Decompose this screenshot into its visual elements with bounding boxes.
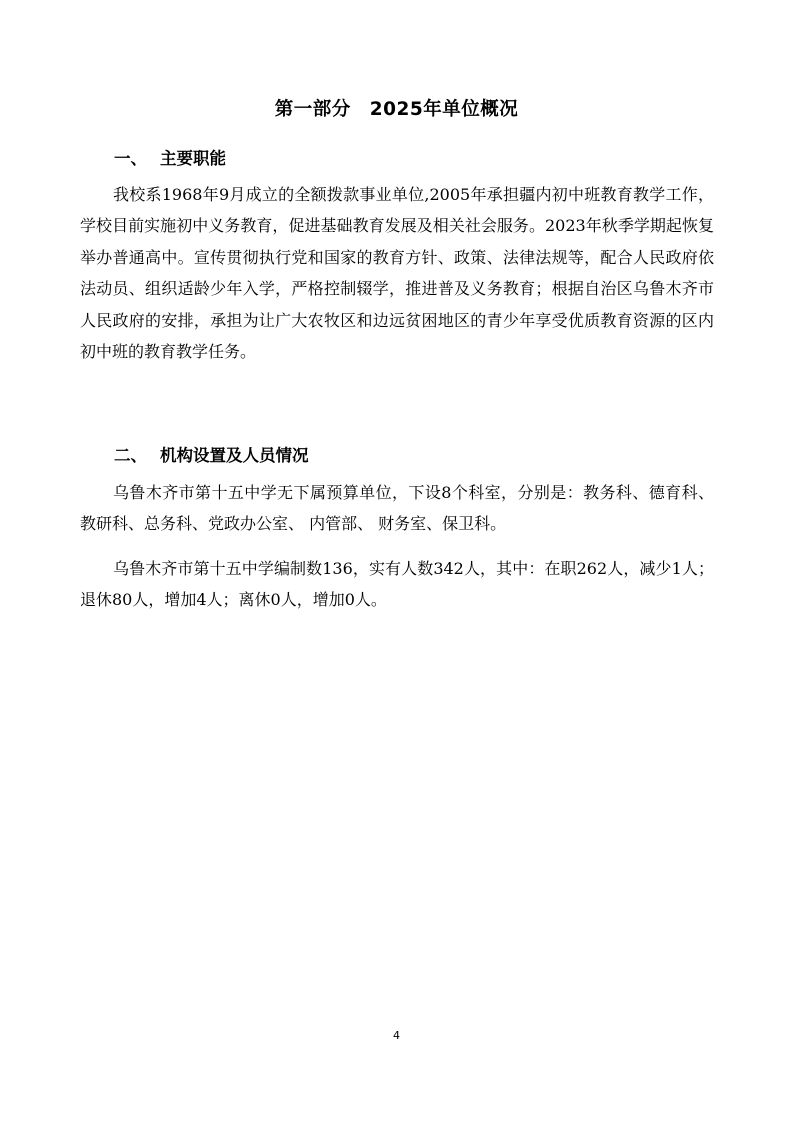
paragraph-departments: 乌鲁木齐市第十五中学无下属预算单位，下设8个科室，分别是：教务科、德育科、教研科、总务科、党政办公室、 内管部、 财务室、保卫科。	[80, 483, 714, 534]
paragraph-main-functions: 我校系1968年9月成立的全额拨款事业单位,2005年承担疆内初中班教育教学工作，学校目前实施初中义务教育，促进基础教育发展及相关社会服务。2023年秋季学期起恢复举办普通高中。宣传贯彻执行党和国家的教育方针、政策、法律法规等，配合人民政府依法动员、组织适龄少年入学，严格控制辍学，推进普及义务教育；根据自治区乌鲁木齐市人民政府的安排，承担为让广大农牧区和边远贫困地区的青少年享受优质教育资源的区内初中班的教育教学任务。	[80, 185, 714, 362]
section-heading-organization	[114, 444, 309, 468]
page-number: 4	[393, 1029, 400, 1042]
section-title: 机构设置及人员情况	[160, 446, 309, 465]
section-number: 二、	[114, 446, 147, 465]
section-number: 一、	[114, 149, 147, 168]
section-title: 主要职能	[160, 149, 226, 168]
paragraph-staffing: 乌鲁木齐市第十五中学编制数136，实有人数342人，其中：在职262人，减少1人；退休80人，增加4人；离休0人，增加0人。	[80, 559, 714, 610]
section-heading-main-functions	[114, 147, 226, 171]
page-title: 第一部分 2025年单位概况	[274, 99, 519, 120]
